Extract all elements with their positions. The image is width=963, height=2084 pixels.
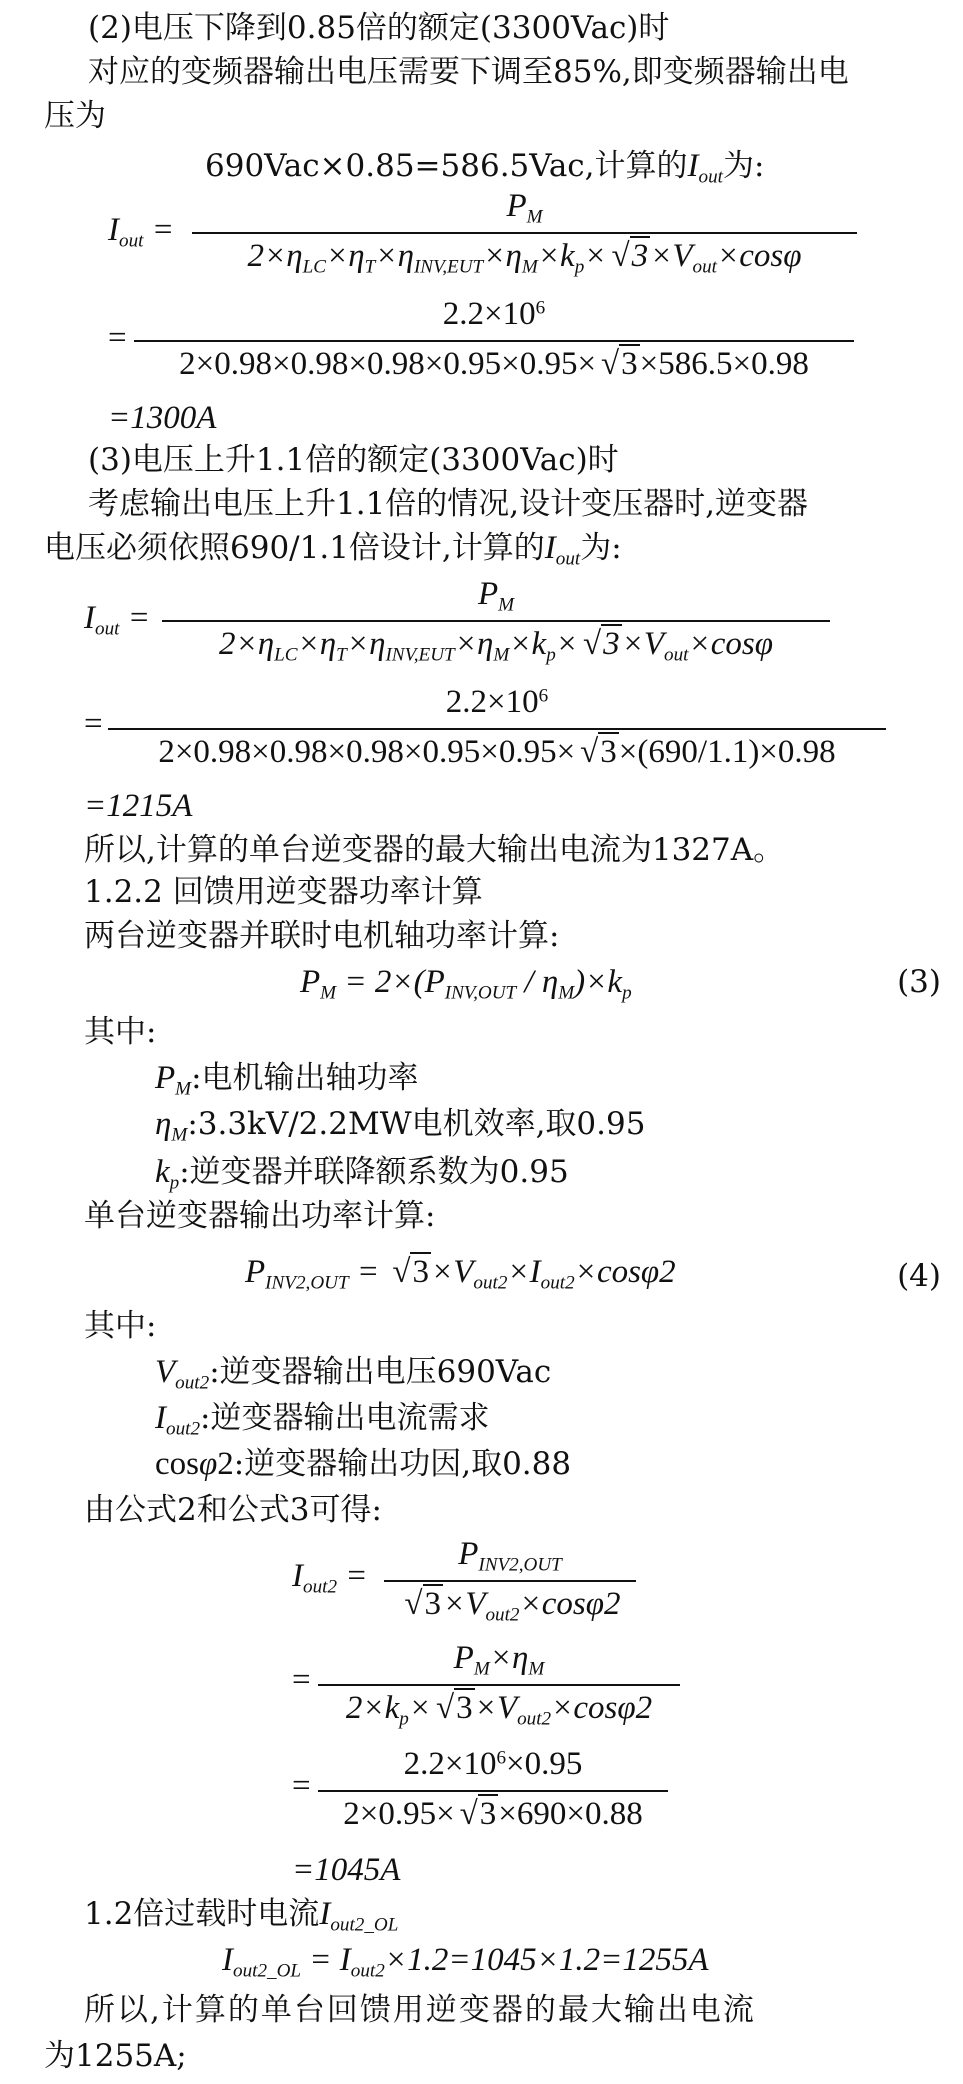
def-text: :逆变器并联降额系数为0.95 bbox=[179, 1154, 569, 1190]
denominator-tail: ×(690/1.1)×0.98 bbox=[618, 734, 836, 770]
definition-cos: cosφ2:逆变器输出功因,取0.88 bbox=[155, 1446, 572, 1482]
equation-4: $P_{INV2,OUT} = √3\times V_{out2}\times I_{out2}\times\cos\varphi 2$ bbox=[245, 1254, 676, 1294]
formula-fraction-numeric: $2.2\times 10^6$ 2×0.98×0.98×0.98×0.95×0.95× √3×586.5×0.98 bbox=[134, 296, 854, 388]
formula-lhs: $I_{out2}$ = bbox=[292, 1558, 368, 1598]
equals-sign: = bbox=[292, 1662, 311, 1698]
where-label: 其中: bbox=[84, 1308, 157, 1344]
equals-sign: = bbox=[292, 1768, 311, 1804]
final-line: 为1255A; bbox=[44, 2038, 187, 2074]
overload-text: 1.2倍过载时电流 bbox=[84, 1896, 320, 1932]
formula-fraction-numeric: $2.2\times 10^6$ 2×0.98×0.98×0.98×0.95×0.95× √3×(690/1.1)×0.98 bbox=[108, 684, 886, 776]
definition-kp: $k_p$:逆变器并联降额系数为0.95 bbox=[155, 1154, 569, 1194]
equation-number: (4) bbox=[897, 1258, 941, 1294]
heading-voltage-drop: (2)电压下降到0.85倍的额定(3300Vac)时 bbox=[88, 10, 670, 46]
denominator: 2×0.98×0.98×0.98×0.95×0.95× bbox=[179, 346, 597, 382]
fraction-step3: $2.2\times 10^6\times 0.95$ 2×0.95× √3×690×0.88 bbox=[318, 1746, 668, 1838]
calc-text: 690Vac×0.85=586.5Vac,计算的 bbox=[205, 148, 688, 184]
fraction-step1: $P_{INV2,OUT}$ $√3\times V_{out2}\times\cos\varphi 2$ bbox=[384, 1536, 636, 1628]
calc-line: 690Vac×0.85=586.5Vac,计算的$I_{out}$为: bbox=[205, 148, 765, 188]
fraction-step2: $P_M\times\eta_M$ $2\times k_p\times √3\times V_{out2}\times\cos\varphi 2$ bbox=[318, 1640, 680, 1732]
para-suffix: 为: bbox=[580, 530, 622, 566]
where-label: 其中: bbox=[84, 1014, 157, 1050]
def-text: :3.3kV/2.2MW电机效率,取0.95 bbox=[187, 1106, 646, 1142]
paragraph-line: 电压必须依照690/1.1倍设计,计算的$I_{out}$为: bbox=[44, 530, 622, 570]
numerator: 2.2×10 bbox=[445, 684, 539, 720]
def-text: :逆变器输出电压690Vac bbox=[209, 1354, 552, 1390]
paragraph-line: 考虑输出电压上升1.1倍的情况,设计变压器时,逆变器 bbox=[88, 486, 809, 522]
equals-sign: = bbox=[108, 320, 127, 356]
equation-number: (3) bbox=[897, 964, 941, 1000]
formula-lhs: $I_{out}$ = bbox=[84, 600, 150, 640]
result-1045: =1045A bbox=[292, 1852, 401, 1888]
def-text: :电机输出轴功率 bbox=[191, 1060, 419, 1096]
numerator: 2.2×10 bbox=[442, 296, 536, 332]
overload-title: 1.2倍过载时电流$I_{out2\_OL}$ bbox=[84, 1896, 399, 1936]
calc-suffix: 为: bbox=[722, 148, 765, 184]
formula-fraction-general: $P_M$ $2\times\eta_{LC}\times\eta_T\times\eta_{INV,EUT}\times\eta_M\times k_p\times √3\times V_{out}\times\cos\varphi$ bbox=[192, 188, 857, 280]
def-text: :逆变器输出电流需求 bbox=[200, 1400, 490, 1436]
overload-equation: $I_{out2\_OL} = I_{out2}\times 1.2=1045\times 1.2=1255A$ bbox=[222, 1942, 709, 1982]
formula-lhs: $I_{out}$ = bbox=[108, 212, 174, 252]
definition-pm: $P_M$:电机输出轴功率 bbox=[155, 1060, 419, 1100]
heading-voltage-rise: (3)电压上升1.1倍的额定(3300Vac)时 bbox=[88, 442, 619, 478]
definition-vout2: $V_{out2}$:逆变器输出电压690Vac bbox=[155, 1354, 552, 1394]
result-1215: =1215A bbox=[84, 788, 193, 824]
para-text: 电压必须依照690/1.1倍设计,计算的 bbox=[44, 530, 545, 566]
equation-3: $P_M = 2\times(P_{INV,OUT} / \eta_M)\times k_p$ bbox=[300, 964, 632, 1004]
denominator: 2×0.95× bbox=[343, 1796, 455, 1832]
intro-line: 两台逆变器并联时电机轴功率计算: bbox=[84, 918, 560, 954]
paragraph-line: 对应的变频器输出电压需要下调至85%,即变频器输出电 bbox=[88, 54, 849, 90]
conclusion-line: 所以,计算的单台逆变器的最大输出电流为1327A。 bbox=[84, 832, 785, 868]
formula-fraction-general: $P_M$ $2\times\eta_{LC}\times\eta_T\times\eta_{INV,EUT}\times\eta_M\times k_p\times √3\times V_{out}\times\cos\varphi$ bbox=[162, 576, 830, 668]
def-text: :逆变器输出功因,取0.88 bbox=[233, 1446, 572, 1482]
overload-values: ×1.2=1045×1.2=1255A bbox=[384, 1942, 709, 1978]
numerator: 2.2×10 bbox=[403, 1746, 497, 1782]
paragraph-line: 压为 bbox=[44, 98, 106, 134]
derive-line: 由公式2和公式3可得: bbox=[84, 1492, 382, 1528]
denominator-tail: ×690×0.88 bbox=[498, 1796, 643, 1832]
denominator: 2×0.98×0.98×0.98×0.95×0.95× bbox=[158, 734, 576, 770]
equals-sign: = bbox=[84, 706, 103, 742]
result-1300: =1300A bbox=[108, 400, 217, 436]
section-heading: 1.2.2 回馈用逆变器功率计算 bbox=[84, 874, 483, 910]
definition-eta: $\eta_M:3.3kV/2.2MW$电机效率,取0.95 bbox=[155, 1106, 646, 1146]
definition-iout2: $I_{out2}$:逆变器输出电流需求 bbox=[155, 1400, 490, 1440]
denominator-tail: ×586.5×0.98 bbox=[639, 346, 809, 382]
single-inverter-title: 单台逆变器输出功率计算: bbox=[84, 1198, 436, 1234]
final-line: 所以,计算的单台回馈用逆变器的最大输出电流 bbox=[84, 1992, 756, 2028]
